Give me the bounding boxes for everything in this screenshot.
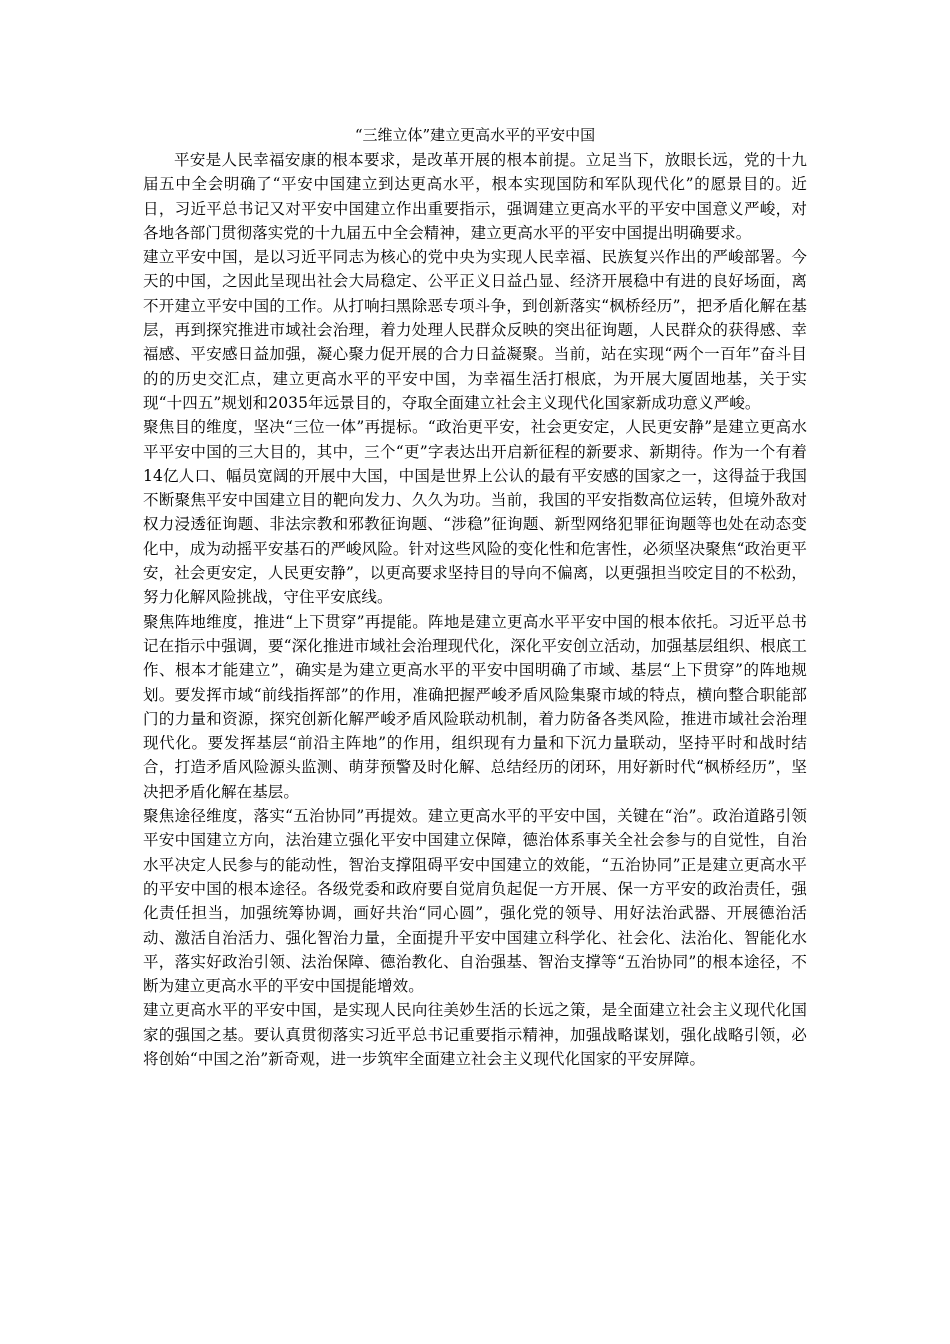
paragraph-approach-dimension: 聚焦途径维度，落实“五治协同”再提效。建立更高水平的平安中国，关键在“治”。政治道路引领平安中国建立方向，法治建立强化平安中国建立保障，德治体系事关全社会参与的自觉性，自治水平决定人民参与的能动性，智治支撑阻碍平安中国建立的效能，“五治协同”正是建立更高水平的平安中国的根本途径。各级党委和政府要自觉肩负起促一方开展、保一方平安的政治责任，强化责任担当，加强统筹协调，画好共治“同心圆”，强化党的领导、用好法治武器、开展德治活动、激活自治活力、强化智治力量，全面提升平安中国建立科学化、社会化、法治化、智能化水平，落实好政治引领、法治保障、德治教化、自治强基、智治支撑等“五治协同”的根本途径，不断为建立更高水平的平安中国提能增效。 xyxy=(143,807,807,996)
paragraph-position-dimension: 聚焦阵地维度，推进“上下贯穿”再提能。阵地是建立更高水平平安中国的根本依托。习近平总书记在指示中强调，要“深化推进市域社会治理现代化，深化平安创立活动，加强基层组织、根底工作、根本才能建立”，确实是为建立更高水平的平安中国明确了市域、基层“上下贯穿”的阵地规划。要发挥市域“前线指挥部”的作用，准确把握严峻矛盾风险集聚市域的特点，横向整合职能部门的力量和资源，探究创新化解严峻矛盾风险联动机制，着力防备各类风险，推进市域社会治理现代化。要发挥基层“前沿主阵地”的作用，组织现有力量和下沉力量联动，坚持平时和战时结合，打造矛盾风险源头监测、萌芽预警及时化解、总结经历的闭环，用好新时代“枫桥经历”，坚决把矛盾化解在基层。 xyxy=(143,612,807,801)
document-title: “三维立体”建立更高水平的平安中国 xyxy=(354,126,596,144)
paragraph-goal-dimension: 聚焦目的维度，坚决“三位一体”再提标。“政治更平安，社会更安定，人民更安静”是建立更高水平平安中国的三大目的，其中，三个“更”字表达出开启新征程的新要求、新期待。作为一个有着14亿人口、幅员宽阔的开展中大国，中国是世界上公认的最有平安感的国家之一，这得益于我国不断聚焦平安中国建立目的靶向发力、久久为功。当前，我国的平安指数高位运转，但境外敌对权力浸透征询题、非法宗教和邪教征询题、“涉稳”征询题、新型网络犯罪征询题等也处在动态变化中，成为动摇平安基石的严峻风险。针对这些风险的变化性和危害性，必须坚决聚焦“政治更平安，社会更安定，人民更安静”，以更高要求坚持目的导向不偏离，以更强担当咬定目的不松劲，努力化解风险挑战，守住平安底线。 xyxy=(143,418,807,607)
paragraph-conclusion: 建立更高水平的平安中国，是实现人民向往美妙生活的长远之策，是全面建立社会主义现代化国家的强国之基。要认真贯彻落实习近平总书记重要指示精神，加强战略谋划，强化战略引领，必将创始“中国之治”新奇观，进一步筑牢全面建立社会主义现代化国家的平安屏障。 xyxy=(143,1001,807,1068)
paragraph-intro: 平安是人民幸福安康的根本要求，是改革开展的根本前提。立足当下，放眼长远，党的十九届五中全会明确了“平安中国建立到达更高水平，根本实现国防和军队现代化”的愿景目的。近日，习近平总书记又对平安中国建立作出重要指示，强调建立更高水平的平安中国意义严峻，对各地各部门贯彻落实党的十九届五中全会精神，建立更高水平的平安中国提出明确要求。 xyxy=(143,151,807,242)
paragraph-significance: 建立平安中国，是以习近平同志为核心的党中央为实现人民幸福、民族复兴作出的严峻部署。今天的中国，之因此呈现出社会大局稳定、公平正义日益凸显、经济开展稳中有进的良好场面，离不开建立平安中国的工作。从打响扫黑除恶专项斗争，到创新落实“枫桥经历”，把矛盾化解在基层，再到探究推进市域社会治理，着力处理人民群众反映的突出征询题，人民群众的获得感、幸福感、平安感日益加强，凝心聚力促开展的合力日益凝聚。当前，站在实现“两个一百年”奋斗目的的历史交汇点，建立更高水平的平安中国，为幸福生活打根底，为开展大厦固地基，关于实现“十四五”规划和2035年远景目的，夺取全面建立社会主义现代化国家新成功意义严峻。 xyxy=(143,248,807,412)
document-page xyxy=(143,124,807,1071)
